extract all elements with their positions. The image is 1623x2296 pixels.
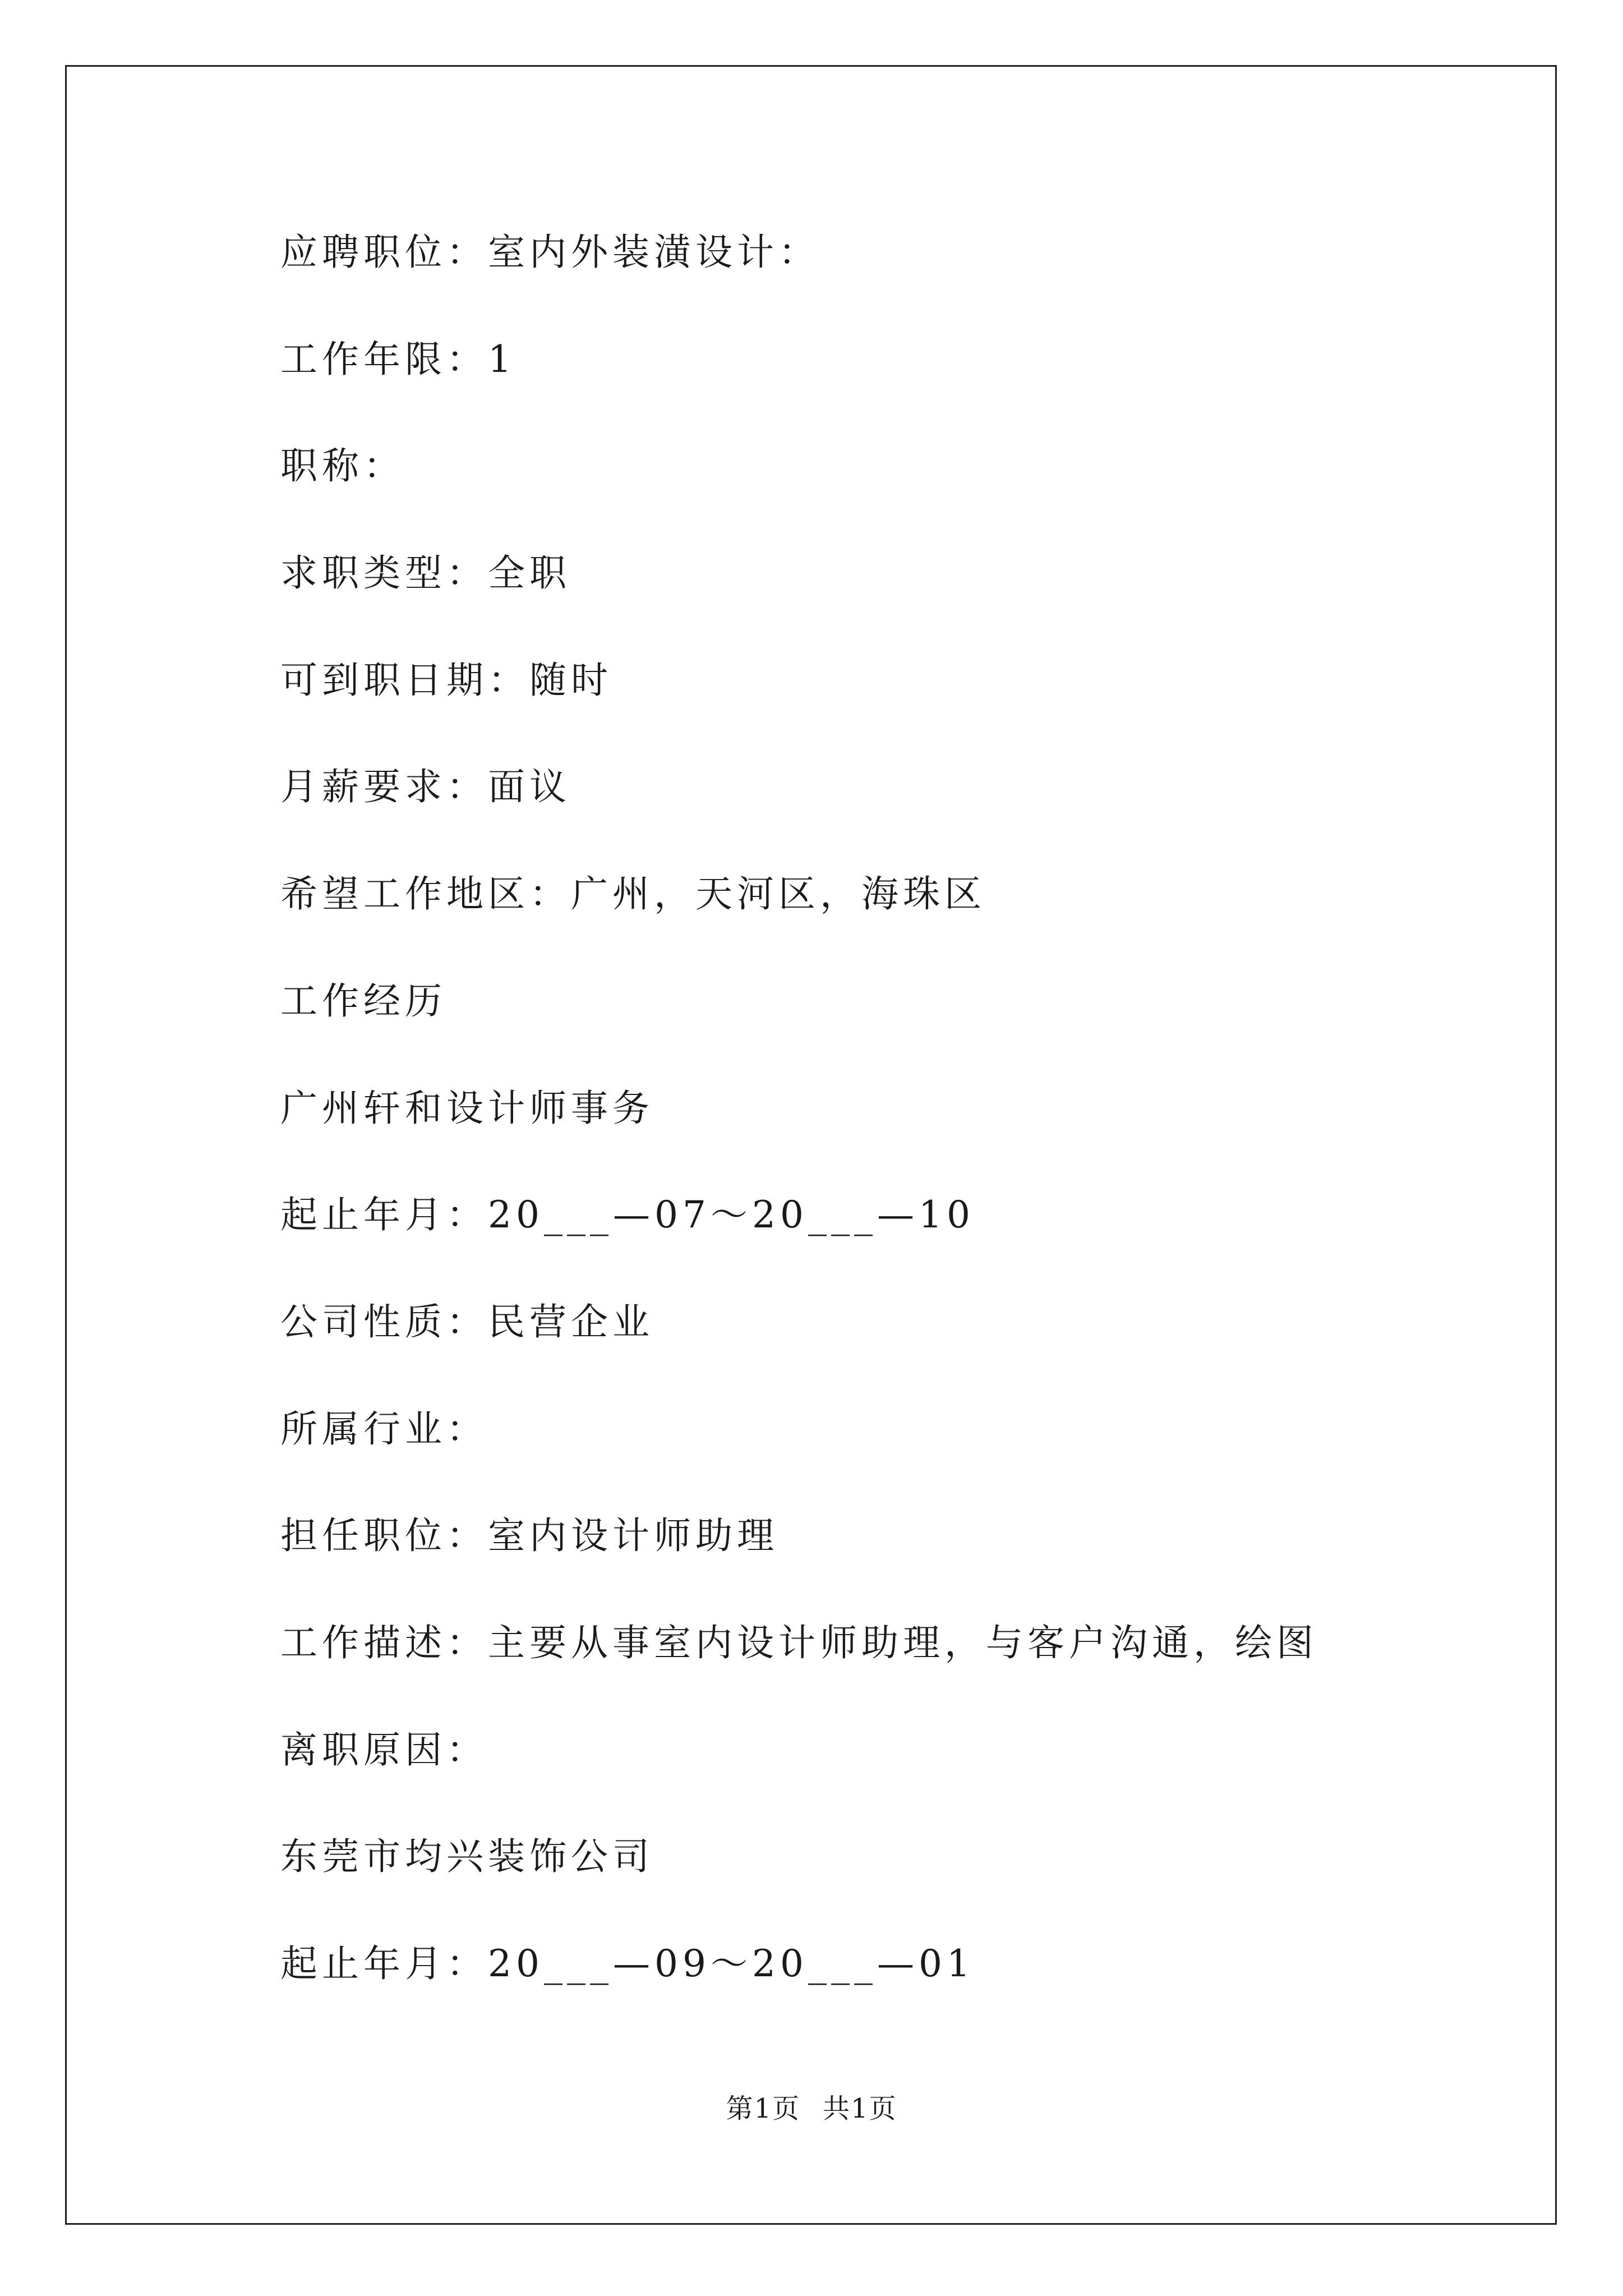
company-name-2: 东莞市均兴装饰公司 [280,1835,654,1879]
job-type: 求职类型：全职 [280,551,571,595]
salary-requirement: 月薪要求：面议 [280,765,571,809]
company-type-1: 公司性质：民营企业 [280,1300,654,1343]
job-description-1: 工作描述：主要从事室内设计师助理，与客户沟通，绘图 [280,1621,1318,1664]
page-number-current: 第1页 [726,2093,800,2124]
work-years: 工作年限：1 [280,337,516,381]
available-date: 可到职日期：随时 [280,658,612,702]
company-name-1: 广州轩和设计师事务 [280,1086,654,1130]
job-title-1: 担任职位：室内设计师助理 [280,1514,778,1558]
position-applied: 应聘职位：室内外装潢设计： [280,231,820,274]
preferred-location: 希望工作地区：广州，天河区，海珠区 [280,872,986,916]
page-number-total: 共1页 [823,2093,897,2124]
section-heading-work-experience: 工作经历 [280,979,446,1023]
page-footer [0,2087,1623,2125]
leave-reason-1: 离职原因： [280,1728,488,1772]
industry-1: 所属行业： [280,1407,488,1451]
title-field: 职称： [280,444,405,488]
document-body [280,227,1514,2046]
period-2: 起止年月：20___—09～20___—01 [280,1942,975,1985]
period-1: 起止年月：20___—07～20___—10 [280,1193,975,1237]
